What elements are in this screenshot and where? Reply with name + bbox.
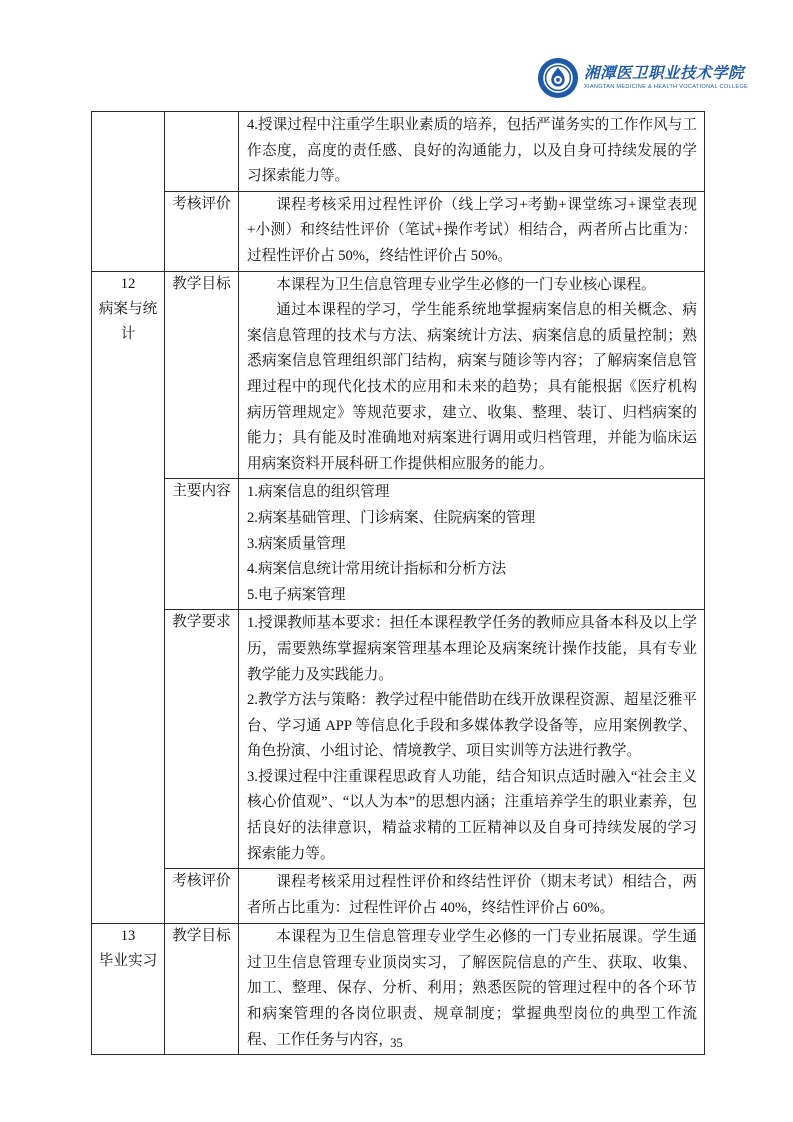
paragraph: 本课程为卫生信息管理专业学生必修的一门专业核心课程。 — [276, 276, 656, 293]
row-label — [165, 112, 239, 192]
row-content — [239, 271, 705, 479]
row-label: 考核评价 — [165, 869, 239, 924]
row-content — [239, 479, 705, 610]
paragraph: 1.授课教师基本要求：担任本课程教学任务的教师应具备本科及以上学历，需要熟练掌握病案管理基本理论及病案统计操作技能，具有专业教学能力及实践能力。 — [247, 615, 697, 683]
row-label: 主要内容 — [165, 479, 239, 610]
row-label: 教学目标 — [165, 271, 239, 479]
paragraph: 4.病案信息统计常用统计指标和分析方法 — [247, 561, 507, 578]
course-name: 毕业实习 — [98, 953, 158, 970]
paragraph: 5.电子病案管理 — [247, 586, 346, 603]
college-emblem-icon — [537, 57, 579, 99]
page-number: 35 — [390, 1036, 403, 1050]
paragraph: 1.病案信息的组织管理 — [247, 484, 390, 501]
table-row — [92, 271, 705, 479]
row-content — [239, 610, 705, 869]
paragraph: 通过本课程的学习，学生能系统地掌握病案信息的相关概念、病案信息管理的技术与方法、病案统计方法、病案信息的质量控制；熟悉病案信息管理组织部门结构，病案与随诊等内容；了解病案信息管理过程中的现代化技术的应用和未来的趋势；具有能根据《医疗机构病历管理规定》等规范要求，建立、收集、整理、装订、归档病案的能力；具有能及时准确地对病案进行调用或归档管理，并能为临床运用病案资料开展科研工作提供相应服务的能力。 — [247, 302, 697, 472]
paragraph: 本课程为卫生信息管理专业学生必修的一门专业拓展课。学生通过卫生信息管理专业顶岗实习，了解医院信息的产生、获取、收集、加工、整理、保存、分析、利用；熟悉医院的管理过程中的各个环节和病案管理的各岗位职责、规章制度；掌握典型岗位的典型工作流程、工作任务与内容， — [247, 929, 697, 1048]
table-row — [92, 112, 705, 192]
paragraph: 4.授课过程中注重学生职业素质的培养，包括严谨务实的工作作风与工作态度，高度的责任感、良好的沟通能力，以及自身可持续发展的学习探索能力等。 — [247, 117, 697, 185]
row-label: 教学要求 — [165, 610, 239, 869]
row-label: 考核评价 — [165, 191, 239, 271]
row-content — [239, 869, 705, 924]
course-name: 病案与统计 — [98, 300, 158, 342]
college-name-en: XIANGTAN MEDICINE & HEALTH VOCATIONAL COLLEGE — [584, 84, 749, 90]
row-content — [239, 191, 705, 271]
course-no-cell — [92, 271, 165, 924]
table-row — [92, 610, 705, 869]
course-number: 12 — [120, 275, 136, 292]
paragraph: 3.授课过程中注重课程思政育人功能，结合知识点适时融入“社会主义核心价值观”、“以人为本”的思想内涵；注重培养学生的职业素养，包括良好的法律意识，精益求精的工匠精神以及自身可持续发展的学习探索能力等。 — [247, 768, 697, 862]
college-name-zh: 湘潭医卫职业技术学院 — [584, 65, 745, 82]
paragraph: 3.病案质量管理 — [247, 535, 346, 552]
row-content — [239, 112, 705, 192]
table-row — [92, 191, 705, 271]
college-logo — [537, 56, 749, 100]
course-no-cell — [92, 112, 165, 272]
paragraph: 课程考核采用过程性评价和终结性评价（期末考试）相结合，两者所占比重为：过程性评价占 40%，终结性评价占 60%。 — [247, 874, 697, 916]
paragraph: 2.病案基础管理、门诊病案、住院病案的管理 — [247, 509, 536, 526]
course-table — [91, 111, 705, 1055]
paragraph: 2.教学方法与策略：教学过程中能借助在线开放课程资源、超星泛雅平台、学习通 APP 等信息化手段和多媒体教学设备等，应用案例教学、角色扮演、小组讨论、情境教学、项目实训等方法进行教学。 — [247, 692, 697, 760]
paragraph: 课程考核采用过程性评价（线上学习+考勤+课堂练习+课堂表现+小测）和终结性评价（笔试+操作考试）相结合，两者所占比重为：过程性评价占 50%，终结性评价占 50%。 — [247, 196, 697, 264]
row-label: 教学目标 — [165, 924, 239, 1055]
college-name-block — [584, 65, 748, 91]
table-row — [92, 479, 705, 610]
table-row — [92, 869, 705, 924]
course-number: 13 — [120, 928, 136, 945]
